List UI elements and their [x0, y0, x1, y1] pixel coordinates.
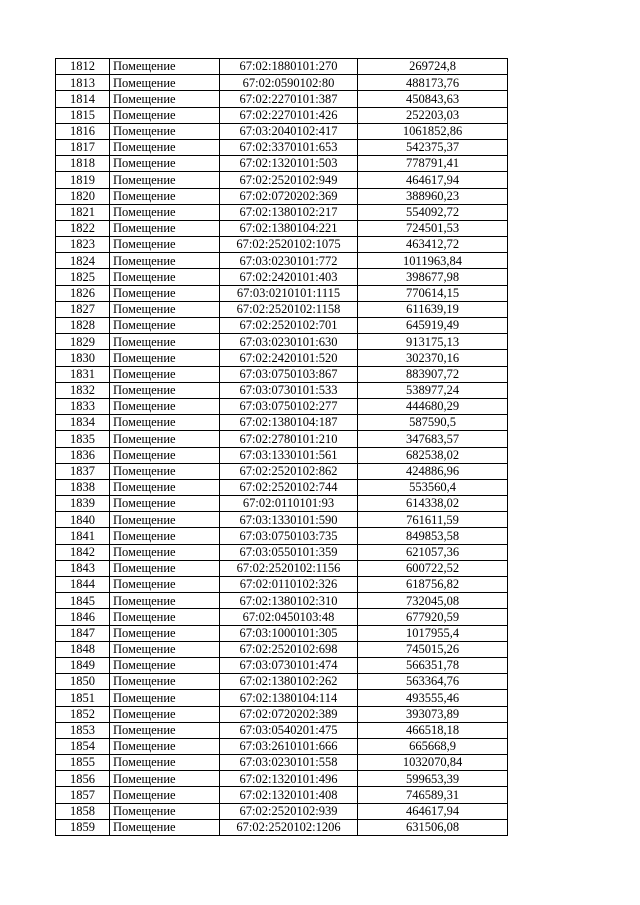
object-type-cell: Помещение — [110, 674, 220, 690]
row-number-cell: 1852 — [56, 706, 110, 722]
row-number-cell: 1850 — [56, 674, 110, 690]
row-number-cell: 1818 — [56, 156, 110, 172]
table-row — [56, 447, 508, 463]
table-row — [56, 755, 508, 771]
row-number-cell: 1830 — [56, 350, 110, 366]
object-type-cell: Помещение — [110, 787, 220, 803]
cadastral-number-cell: 67:02:0720202:389 — [220, 706, 358, 722]
table-row — [56, 690, 508, 706]
table-row — [56, 334, 508, 350]
cadastral-number-cell: 67:02:2520102:862 — [220, 463, 358, 479]
table-row — [56, 641, 508, 657]
table-row — [56, 544, 508, 560]
cadastral-value-cell: 464617,94 — [358, 172, 508, 188]
table-row — [56, 463, 508, 479]
cadastral-value-cell: 1061852,86 — [358, 123, 508, 139]
object-type-cell: Помещение — [110, 382, 220, 398]
row-number-cell: 1848 — [56, 641, 110, 657]
cadastral-value-cell: 600722,52 — [358, 560, 508, 576]
row-number-cell: 1825 — [56, 269, 110, 285]
cadastral-value-cell: 599653,39 — [358, 771, 508, 787]
cadastral-value-cell: 745015,26 — [358, 641, 508, 657]
cadastral-number-cell: 67:03:1330101:561 — [220, 447, 358, 463]
cadastral-value-cell: 677920,59 — [358, 609, 508, 625]
table-row — [56, 107, 508, 123]
cadastral-value-cell: 665668,9 — [358, 738, 508, 754]
table-row — [56, 787, 508, 803]
row-number-cell: 1822 — [56, 220, 110, 236]
cadastral-value-cell: 883907,72 — [358, 366, 508, 382]
table-row — [56, 382, 508, 398]
cadastral-value-cell: 732045,08 — [358, 593, 508, 609]
object-type-cell: Помещение — [110, 123, 220, 139]
object-type-cell: Помещение — [110, 479, 220, 495]
row-number-cell: 1843 — [56, 560, 110, 576]
table-row — [56, 609, 508, 625]
cadastral-value-cell: 538977,24 — [358, 382, 508, 398]
cadastral-number-cell: 67:02:2520102:939 — [220, 803, 358, 819]
cadastral-number-cell: 67:02:1320101:496 — [220, 771, 358, 787]
table-row — [56, 139, 508, 155]
cadastral-value-cell: 724501,53 — [358, 220, 508, 236]
cadastral-value-cell: 388960,23 — [358, 188, 508, 204]
row-number-cell: 1847 — [56, 625, 110, 641]
object-type-cell: Помещение — [110, 528, 220, 544]
row-number-cell: 1856 — [56, 771, 110, 787]
table-row — [56, 204, 508, 220]
cadastral-value-cell: 587590,5 — [358, 415, 508, 431]
object-type-cell: Помещение — [110, 803, 220, 819]
cadastral-value-cell: 493555,46 — [358, 690, 508, 706]
cadastral-number-cell: 67:02:2420101:403 — [220, 269, 358, 285]
object-type-cell: Помещение — [110, 204, 220, 220]
cadastral-value-cell: 618756,82 — [358, 577, 508, 593]
table-row — [56, 75, 508, 91]
cadastral-number-cell: 67:02:2520102:1206 — [220, 819, 358, 835]
cadastral-value-cell: 444680,29 — [358, 398, 508, 414]
cadastral-number-cell: 67:03:0550101:359 — [220, 544, 358, 560]
object-type-cell: Помещение — [110, 690, 220, 706]
cadastral-number-cell: 67:03:2040102:417 — [220, 123, 358, 139]
cadastral-number-cell: 67:03:0750102:277 — [220, 398, 358, 414]
cadastral-number-cell: 67:02:1880101:270 — [220, 59, 358, 75]
cadastral-number-cell: 67:03:0750103:867 — [220, 366, 358, 382]
table-row — [56, 172, 508, 188]
row-number-cell: 1839 — [56, 496, 110, 512]
object-type-cell: Помещение — [110, 253, 220, 269]
row-number-cell: 1828 — [56, 318, 110, 334]
table-row — [56, 722, 508, 738]
table-row — [56, 738, 508, 754]
table-row — [56, 431, 508, 447]
table-row — [56, 156, 508, 172]
table-row — [56, 415, 508, 431]
row-number-cell: 1840 — [56, 512, 110, 528]
object-type-cell: Помещение — [110, 269, 220, 285]
cadastral-value-cell: 563364,76 — [358, 674, 508, 690]
object-type-cell: Помещение — [110, 544, 220, 560]
cadastral-number-cell: 67:02:2270101:426 — [220, 107, 358, 123]
object-type-cell: Помещение — [110, 447, 220, 463]
table-row — [56, 625, 508, 641]
object-type-cell: Помещение — [110, 722, 220, 738]
table-row — [56, 220, 508, 236]
row-number-cell: 1819 — [56, 172, 110, 188]
table-row — [56, 593, 508, 609]
table-row — [56, 398, 508, 414]
row-number-cell: 1834 — [56, 415, 110, 431]
cadastral-number-cell: 67:02:2270101:387 — [220, 91, 358, 107]
object-type-cell: Помещение — [110, 139, 220, 155]
table-row — [56, 366, 508, 382]
row-number-cell: 1832 — [56, 382, 110, 398]
object-type-cell: Помещение — [110, 220, 220, 236]
row-number-cell: 1829 — [56, 334, 110, 350]
cadastral-number-cell: 67:02:1320101:503 — [220, 156, 358, 172]
cadastral-number-cell: 67:02:1380102:217 — [220, 204, 358, 220]
row-number-cell: 1838 — [56, 479, 110, 495]
object-type-cell: Помещение — [110, 398, 220, 414]
cadastral-value-cell: 621057,36 — [358, 544, 508, 560]
object-type-cell: Помещение — [110, 512, 220, 528]
cadastral-value-cell: 398677,98 — [358, 269, 508, 285]
cadastral-number-cell: 67:03:1000101:305 — [220, 625, 358, 641]
table-row — [56, 674, 508, 690]
object-type-cell: Помещение — [110, 366, 220, 382]
cadastral-value-cell: 269724,8 — [358, 59, 508, 75]
table-row — [56, 560, 508, 576]
object-type-cell: Помещение — [110, 706, 220, 722]
row-number-cell: 1853 — [56, 722, 110, 738]
row-number-cell: 1824 — [56, 253, 110, 269]
object-type-cell: Помещение — [110, 415, 220, 431]
table-row — [56, 237, 508, 253]
cadastral-number-cell: 67:03:1330101:590 — [220, 512, 358, 528]
cadastral-value-cell: 770614,15 — [358, 285, 508, 301]
cadastral-value-cell: 488173,76 — [358, 75, 508, 91]
cadastral-number-cell: 67:02:1380102:262 — [220, 674, 358, 690]
cadastral-number-cell: 67:03:0230101:772 — [220, 253, 358, 269]
table-row — [56, 285, 508, 301]
object-type-cell: Помещение — [110, 657, 220, 673]
table-body — [56, 59, 508, 836]
row-number-cell: 1851 — [56, 690, 110, 706]
row-number-cell: 1831 — [56, 366, 110, 382]
row-number-cell: 1859 — [56, 819, 110, 835]
object-type-cell: Помещение — [110, 609, 220, 625]
cadastral-number-cell: 67:02:0110102:326 — [220, 577, 358, 593]
property-registry-table — [55, 58, 508, 836]
row-number-cell: 1842 — [56, 544, 110, 560]
object-type-cell: Помещение — [110, 75, 220, 91]
cadastral-number-cell: 67:03:0540201:475 — [220, 722, 358, 738]
object-type-cell: Помещение — [110, 560, 220, 576]
table-row — [56, 496, 508, 512]
cadastral-value-cell: 450843,63 — [358, 91, 508, 107]
row-number-cell: 1857 — [56, 787, 110, 803]
row-number-cell: 1833 — [56, 398, 110, 414]
cadastral-number-cell: 67:02:0590102:80 — [220, 75, 358, 91]
row-number-cell: 1835 — [56, 431, 110, 447]
object-type-cell: Помещение — [110, 156, 220, 172]
object-type-cell: Помещение — [110, 641, 220, 657]
row-number-cell: 1845 — [56, 593, 110, 609]
cadastral-number-cell: 67:02:2520102:949 — [220, 172, 358, 188]
table-row — [56, 253, 508, 269]
object-type-cell: Помещение — [110, 334, 220, 350]
row-number-cell: 1827 — [56, 301, 110, 317]
cadastral-value-cell: 611639,19 — [358, 301, 508, 317]
cadastral-value-cell: 464617,94 — [358, 803, 508, 819]
cadastral-number-cell: 67:02:2520102:1158 — [220, 301, 358, 317]
cadastral-value-cell: 463412,72 — [358, 237, 508, 253]
cadastral-value-cell: 682538,02 — [358, 447, 508, 463]
cadastral-value-cell: 778791,41 — [358, 156, 508, 172]
cadastral-value-cell: 466518,18 — [358, 722, 508, 738]
object-type-cell: Помещение — [110, 496, 220, 512]
table-row — [56, 269, 508, 285]
row-number-cell: 1814 — [56, 91, 110, 107]
table-row — [56, 123, 508, 139]
cadastral-number-cell: 67:03:0210101:1115 — [220, 285, 358, 301]
object-type-cell: Помещение — [110, 301, 220, 317]
table-row — [56, 512, 508, 528]
cadastral-value-cell: 1017955,4 — [358, 625, 508, 641]
object-type-cell: Помещение — [110, 237, 220, 253]
table-row — [56, 657, 508, 673]
cadastral-number-cell: 67:02:2420101:520 — [220, 350, 358, 366]
table-row — [56, 91, 508, 107]
row-number-cell: 1858 — [56, 803, 110, 819]
cadastral-number-cell: 67:02:2520102:1075 — [220, 237, 358, 253]
row-number-cell: 1841 — [56, 528, 110, 544]
cadastral-value-cell: 913175,13 — [358, 334, 508, 350]
object-type-cell: Помещение — [110, 755, 220, 771]
object-type-cell: Помещение — [110, 431, 220, 447]
object-type-cell: Помещение — [110, 593, 220, 609]
object-type-cell: Помещение — [110, 188, 220, 204]
cadastral-value-cell: 1032070,84 — [358, 755, 508, 771]
table-row — [56, 803, 508, 819]
cadastral-value-cell: 746589,31 — [358, 787, 508, 803]
cadastral-number-cell: 67:02:0720202:369 — [220, 188, 358, 204]
table-row — [56, 706, 508, 722]
cadastral-number-cell: 67:02:3370101:653 — [220, 139, 358, 155]
row-number-cell: 1855 — [56, 755, 110, 771]
row-number-cell: 1823 — [56, 237, 110, 253]
row-number-cell: 1816 — [56, 123, 110, 139]
object-type-cell: Помещение — [110, 285, 220, 301]
cadastral-number-cell: 67:02:2520102:701 — [220, 318, 358, 334]
cadastral-number-cell: 67:02:2520102:744 — [220, 479, 358, 495]
row-number-cell: 1846 — [56, 609, 110, 625]
cadastral-number-cell: 67:02:1320101:408 — [220, 787, 358, 803]
table-row — [56, 318, 508, 334]
cadastral-value-cell: 631506,08 — [358, 819, 508, 835]
table-row — [56, 59, 508, 75]
object-type-cell: Помещение — [110, 577, 220, 593]
cadastral-number-cell: 67:02:1380104:114 — [220, 690, 358, 706]
cadastral-number-cell: 67:03:2610101:666 — [220, 738, 358, 754]
object-type-cell: Помещение — [110, 59, 220, 75]
table-row — [56, 528, 508, 544]
object-type-cell: Помещение — [110, 771, 220, 787]
cadastral-value-cell: 614338,02 — [358, 496, 508, 512]
table-row — [56, 188, 508, 204]
cadastral-value-cell: 393073,89 — [358, 706, 508, 722]
table-row — [56, 479, 508, 495]
object-type-cell: Помещение — [110, 107, 220, 123]
row-number-cell: 1844 — [56, 577, 110, 593]
object-type-cell: Помещение — [110, 172, 220, 188]
row-number-cell: 1812 — [56, 59, 110, 75]
table-row — [56, 771, 508, 787]
table-row — [56, 350, 508, 366]
row-number-cell: 1854 — [56, 738, 110, 754]
row-number-cell: 1826 — [56, 285, 110, 301]
cadastral-number-cell: 67:03:0230101:558 — [220, 755, 358, 771]
cadastral-value-cell: 553560,4 — [358, 479, 508, 495]
row-number-cell: 1821 — [56, 204, 110, 220]
cadastral-value-cell: 554092,72 — [358, 204, 508, 220]
cadastral-number-cell: 67:02:2520102:1156 — [220, 560, 358, 576]
cadastral-number-cell: 67:02:1380102:310 — [220, 593, 358, 609]
cadastral-number-cell: 67:02:2520102:698 — [220, 641, 358, 657]
object-type-cell: Помещение — [110, 463, 220, 479]
cadastral-value-cell: 542375,37 — [358, 139, 508, 155]
row-number-cell: 1820 — [56, 188, 110, 204]
cadastral-value-cell: 566351,78 — [358, 657, 508, 673]
cadastral-value-cell: 1011963,84 — [358, 253, 508, 269]
object-type-cell: Помещение — [110, 350, 220, 366]
row-number-cell: 1849 — [56, 657, 110, 673]
object-type-cell: Помещение — [110, 318, 220, 334]
row-number-cell: 1815 — [56, 107, 110, 123]
table-row — [56, 819, 508, 835]
table-row — [56, 301, 508, 317]
cadastral-value-cell: 252203,03 — [358, 107, 508, 123]
cadastral-number-cell: 67:03:0730101:533 — [220, 382, 358, 398]
cadastral-number-cell: 67:03:0730101:474 — [220, 657, 358, 673]
cadastral-number-cell: 67:02:1380104:187 — [220, 415, 358, 431]
cadastral-value-cell: 761611,59 — [358, 512, 508, 528]
object-type-cell: Помещение — [110, 819, 220, 835]
cadastral-value-cell: 424886,96 — [358, 463, 508, 479]
object-type-cell: Помещение — [110, 625, 220, 641]
row-number-cell: 1817 — [56, 139, 110, 155]
cadastral-number-cell: 67:02:1380104:221 — [220, 220, 358, 236]
cadastral-number-cell: 67:03:0230101:630 — [220, 334, 358, 350]
cadastral-value-cell: 302370,16 — [358, 350, 508, 366]
object-type-cell: Помещение — [110, 738, 220, 754]
cadastral-value-cell: 347683,57 — [358, 431, 508, 447]
cadastral-value-cell: 645919,49 — [358, 318, 508, 334]
cadastral-number-cell: 67:02:0450103:48 — [220, 609, 358, 625]
cadastral-number-cell: 67:03:0750103:735 — [220, 528, 358, 544]
object-type-cell: Помещение — [110, 91, 220, 107]
row-number-cell: 1836 — [56, 447, 110, 463]
cadastral-number-cell: 67:02:2780101:210 — [220, 431, 358, 447]
row-number-cell: 1813 — [56, 75, 110, 91]
row-number-cell: 1837 — [56, 463, 110, 479]
cadastral-value-cell: 849853,58 — [358, 528, 508, 544]
table-row — [56, 577, 508, 593]
cadastral-number-cell: 67:02:0110101:93 — [220, 496, 358, 512]
